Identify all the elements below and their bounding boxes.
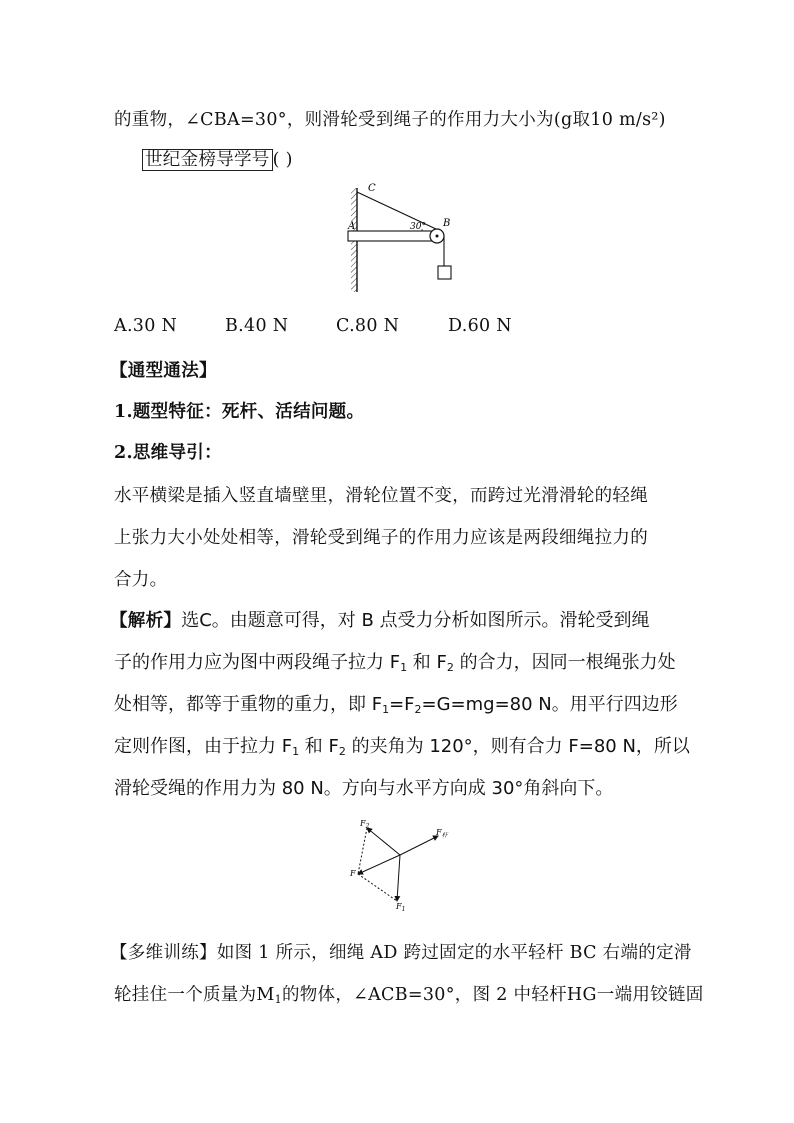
beam: [348, 231, 440, 241]
force-fbar: [400, 836, 438, 855]
method-point-2: 2.思维导引：: [114, 443, 222, 463]
label-f2: $F_2$: [360, 819, 370, 830]
label-f1: $F_1$: [396, 902, 406, 913]
dashed-side-2: [358, 874, 397, 901]
method-text-3: 合力。: [114, 570, 168, 590]
figure-pulley: [330, 180, 470, 298]
option-b[interactable]: B.40 N: [225, 316, 289, 336]
analysis-line-4: 定则作图，由于拉力 $F_1$ 和 $F_2$ 的夹角为 120°，则有合力 F=80 N，所以: [114, 736, 690, 758]
label-c: C: [368, 183, 376, 194]
analysis-label: 【解析】: [110, 611, 182, 631]
label-f: F: [350, 869, 356, 878]
question-tag-line: [142, 146, 293, 171]
force-f2: [367, 828, 400, 855]
label-a: A: [348, 221, 356, 232]
analysis-line-2: 子的作用力应为图中两段绳子拉力 $F_1$ 和 $F_2$ 的合力，因同一根绳张力处: [114, 652, 676, 674]
tag-box: 世纪金榜导学号: [142, 149, 273, 171]
force-f: [358, 855, 400, 874]
pulley-axle: [436, 235, 439, 238]
analysis-line-3: 处相等，都等于重物的重力，即 $F_1=F_2=G=mg=80$ N。用平行四边形: [114, 694, 678, 716]
question-line: 的重物，∠CBA=30°，则滑轮受到绳子的作用力大小为(g取10 m/s²): [114, 110, 666, 130]
method-text-1: 水平横梁是插入竖直墙壁里，滑轮位置不变，而跨过光滑滑轮的轻绳: [114, 486, 648, 506]
weight-block: [438, 266, 451, 279]
analysis-line-5: 滑轮受绳的作用力为 80 N。方向与水平方向成 30°角斜向下。: [114, 778, 614, 799]
method-text-2: 上张力大小处处相等，滑轮受到绳子的作用力应该是两段细绳拉力的: [114, 528, 648, 548]
option-d[interactable]: D.60 N: [448, 316, 512, 336]
dashed-side-1: [358, 828, 367, 874]
force-f1: [397, 855, 400, 901]
label-b: B: [443, 218, 451, 229]
label-fbar: $F_杆$: [436, 828, 448, 839]
extra-label: 【多维训练】: [110, 943, 217, 963]
option-c[interactable]: C.80 N: [336, 316, 400, 336]
label-angle: 30°: [410, 222, 426, 232]
method-header: 【通型通法】: [110, 361, 217, 381]
answer-paren: ( ): [272, 150, 293, 170]
option-a[interactable]: A.30 N: [114, 316, 178, 336]
extra-line-1: 【多维训练】如图 1 所示，细绳 AD 跨过固定的水平轻杆 BC 右端的定滑: [110, 943, 692, 963]
analysis-line-1: [110, 606, 650, 632]
extra-line-2: 轮挂住一个质量为$M_1$的物体，∠ACB=30°，图 2 中轻杆HG一端用铰链固: [114, 985, 704, 1006]
analysis-lead: 选C。由题意可得，对 B 点受力分析如图所示。滑轮受到绳: [181, 610, 650, 631]
figure-forces: [340, 812, 470, 916]
method-point-1: 1.题型特征：死杆、活结问题。: [114, 402, 365, 422]
